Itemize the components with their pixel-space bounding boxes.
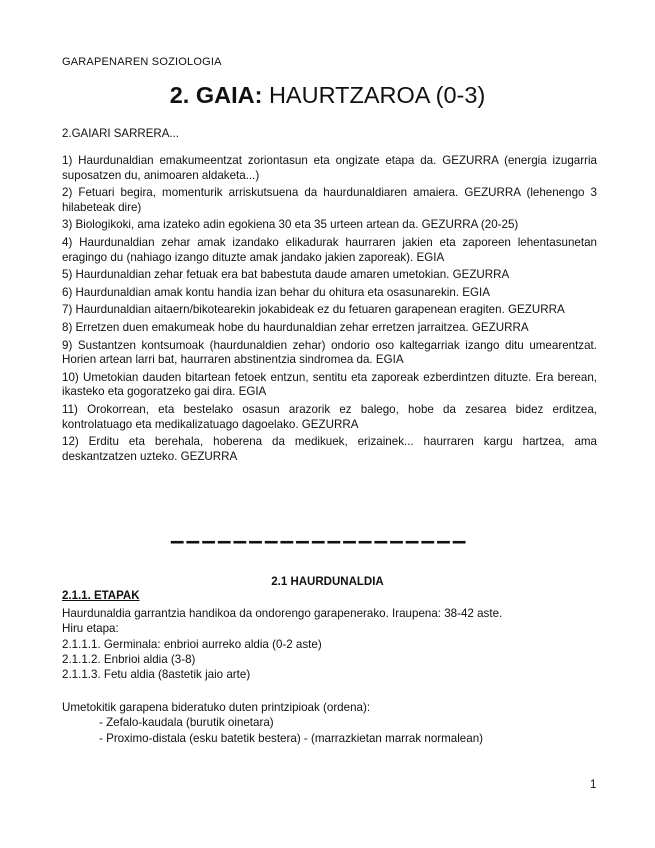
principles-block <box>62 700 483 746</box>
question-item: 8) Erretzen duen emakumeak hobe du haurdunaldian zehar erretzen jarraitzea. GEZURRA <box>62 320 529 334</box>
title-chapter: 2. GAIA: <box>169 82 263 108</box>
question-item: 6) Haurdunaldian amak kontu handia izan behar du ohitura eta osasunarekin. EGIA <box>62 285 490 299</box>
running-header: GARAPENAREN SOZIOLOGIA <box>62 56 222 68</box>
question-item: 3) Biologikoki, ama izateko adin egokiena 30 eta 35 urteen artean da. GEZURRA (20-25) <box>62 218 519 232</box>
principle-item: - Zefalo-kaudala (burutik oinetara) <box>99 716 274 730</box>
question-item: 2) Fetuari begira, momenturik arriskutsuena da haurdunaldiaren amaiera. GEZURRA (lehenengo 3 hilabeteak dire) <box>62 186 597 214</box>
question-item: 10) Umetokian dauden bitartean fetoek entzun, sentitu eta zaporeak ezberdintzen dituzte. Era berean, ikasteko eta gogoratzeko gai dira. EGIA <box>62 370 597 399</box>
section-divider: ––––––––––––––––––– <box>170 530 468 550</box>
body-line: 2.1.1.1. Germinala: enbrioi aurreko aldia (0-2 aste) <box>62 637 322 651</box>
section-body <box>62 606 502 682</box>
question-item: 1) Haurdunaldian emakumeentzat zoriontasun eta ongizate etapa da. GEZURRA (energia izugarria suposatzen du, animoaren aldaketa...) <box>62 154 597 182</box>
section-title: 2.1 HAURDUNALDIA <box>271 576 384 588</box>
title-topic: HAURTZAROA (0-3) <box>262 82 486 108</box>
questions-list <box>62 154 597 467</box>
principle-item: - Proximo-distala (esku batetik bestera) - (marrazkietan marrak normalean) <box>99 731 484 745</box>
question-item: 9) Sustantzen kontsumoak (haurdunaldien zehar) ondorio oso kaltegarriak izango ditu umearentzat. Horien artean larri bat, haurraren abstinentzia sindromea da. EGIA <box>62 338 597 367</box>
subsection-title: 2.1.1. ETAPAK <box>62 590 140 602</box>
question-item: 4) Haurdunaldian zehar amak izandako elikadurak haurraren jakien eta zaporeen lehentasunetan eragingo du (nahiago izango dituzte amak jandako jakien zaporeak). EGIA <box>62 235 597 264</box>
page-title <box>0 82 655 109</box>
question-item: 11) Orokorrean, eta bestelako osasun arazorik ez balego, hobe da zesarea bidez erditzea, kontrolatuago eta medikalizatuago dagoelako. GEZURRA <box>62 402 597 431</box>
question-item: 12) Erditu eta berehala, hoberena da medikuek, erizainek... haurraren kargu hartzea, ama deskantzatzen uzteko. GEZURRA <box>62 435 597 463</box>
page-number: 1 <box>590 779 597 791</box>
body-line: Haurdunaldia garrantzia handikoa da ondorengo garapenerako. Iraupena: 38-42 aste. <box>62 607 503 620</box>
intro-heading: 2.GAIARI SARRERA... <box>62 128 179 140</box>
body-line: Hiru etapa: <box>62 622 119 636</box>
question-item: 7) Haurdunaldian aitaern/bikotearekin jokabideak ez du fetuaren garapenean eragiten. GEZURRA <box>62 303 565 317</box>
body-line: 2.1.1.3. Fetu aldia (8astetik jaio arte) <box>62 668 251 682</box>
body-line: 2.1.1.2. Enbrioi aldia (3-8) <box>62 652 196 666</box>
principles-intro: Umetokitik garapena bideratuko duten printzipioak (ordena): <box>62 701 371 714</box>
question-item: 5) Haurdunaldian zehar fetuak era bat babestuta daude amaren umetokian. GEZURRA <box>62 268 510 282</box>
